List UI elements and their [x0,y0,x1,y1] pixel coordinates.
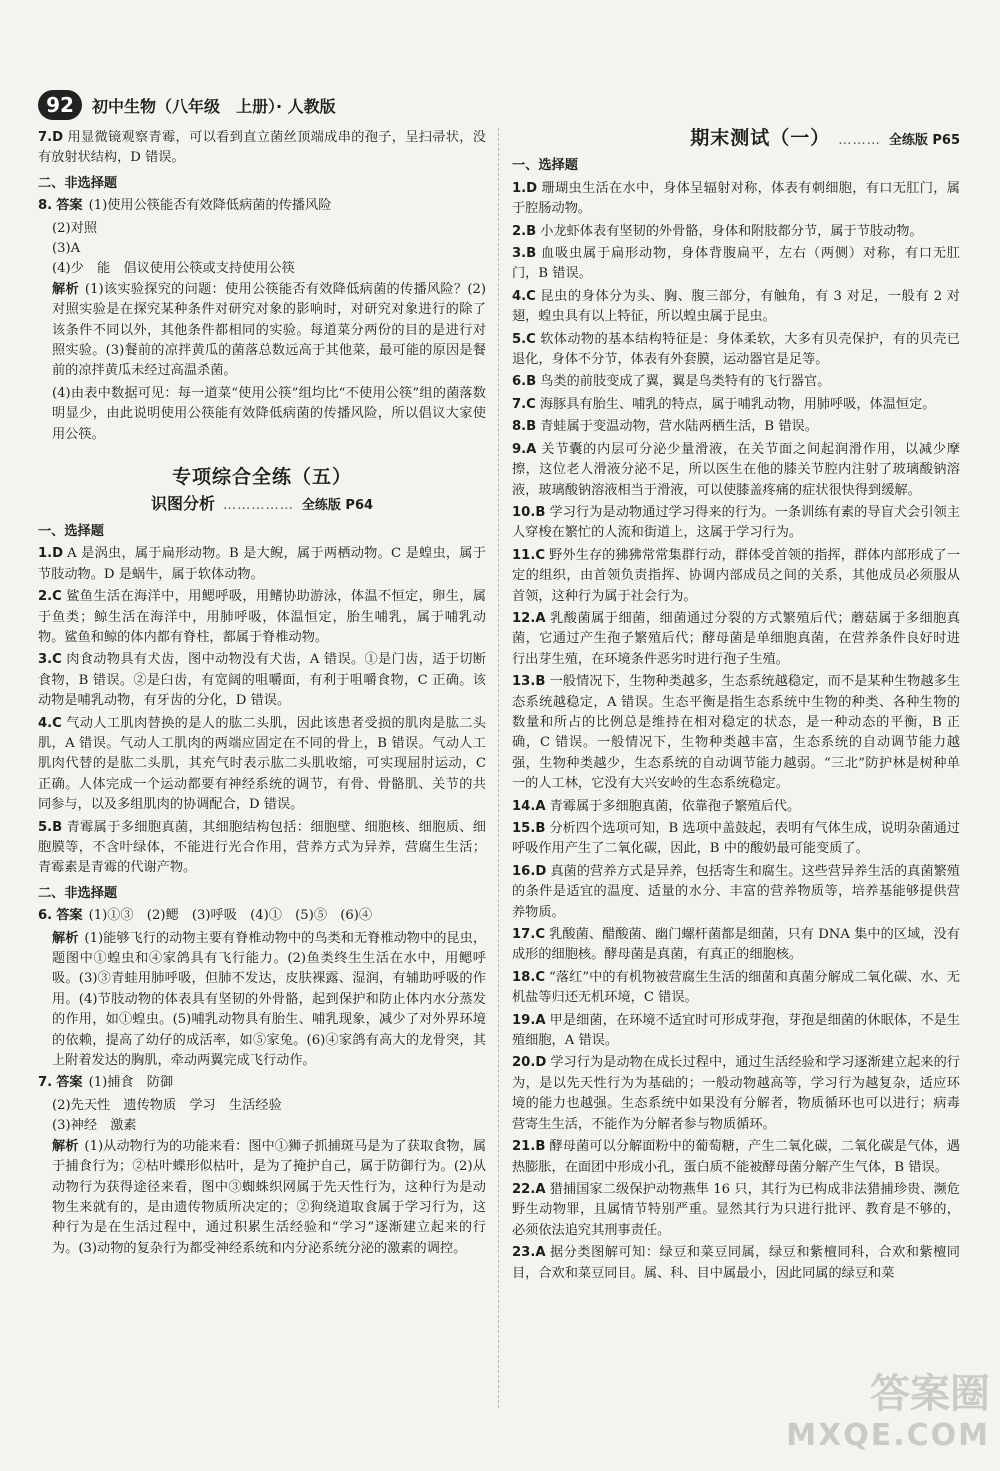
choice-4: 4.C 气动人工肌肉替换的是人的肱二头肌，因此该患者受损的肌肉是肱二头肌，A 错误。气动人工肌肉的两端应固定在不同的骨上，B 错误。气动人工肌肉代替的是肱二头肌，其充气时表示肱二头肌收缩，可实现屈肘运动，C 正确。人体完成一个运动都要有神经系统的调节，有骨、骨骼肌、关节的共同参与，以及多组肌肉的协调配合，D 错误。 [38,715,486,813]
section-heading: 二、非选择题 [38,885,118,901]
choice-3: 3.C 肉食动物具有犬齿，图中动物没有犬齿，A 错误。①是门齿，适于切断食物，B 错误。②是臼齿，有宽阔的咀嚼面，有利于咀嚼食物，C 正确。该动物是哺乳动物，有牙齿的分化，D 错误。 [38,652,486,709]
section-heading: 一、选择题 [512,158,578,174]
item-number: 4.C [512,288,536,304]
item-text: 野外生存的狒狒常常集群行动，群体受首领的指挥，群体内部形成了一定的组织，由首领负责指挥、协调内部成员之间的关系，其他成员必须服从首领，这种行为属于社会行为。 [512,547,960,604]
answer-line: (3)A [52,241,81,257]
item-text: 乳酸菌、醋酸菌、幽门螺杆菌都是细菌，只有 DNA 集中的区域，没有成形的细胞核。酵母菌是真菌，有真正的细胞核。 [512,927,960,963]
item-number: 2.B [512,223,537,239]
analysis: 解析 (1)从动物行为的功能来看：图中①狮子抓捕斑马是为了获取食物，属于捕食行为；②枯叶蝶形似枯叶，是为了掩护自己，属于防御行为。(2)从动物行为获得途径来看，图中③蜘蛛织网属于先天性行为，这种行为是动物生来就有的，是由遗传物质所决定的；②狗绕道取食属于学习行为，这种行为是在生活过程中，通过积累生活经验和“学习”逐渐建立起来的行为。(3)动物的复杂行为都受神经系统和内分泌系统分泌的激素的调控。 [52,1138,487,1256]
question-6: 6. 答案 (1)①③ (2)鳃 (3)呼吸 (4)① (5)⑤ (6)④ [38,908,373,924]
left-column [38,128,486,1261]
page-number: 92 [38,90,82,120]
item-text: 小龙虾体表有坚韧的外骨骼，身体和附肢都分节，属于节肢动物。 [540,223,923,239]
site-watermark [786,1373,990,1457]
column-divider [498,128,499,1408]
item-text: 青蛙属于变温动物，营水陆两栖生活，B 错误。 [540,419,818,435]
question-7: 7.D 用显微镜观察青霉，可以看到直立菌丝顶端成串的孢子，呈扫帚状，没有放射状结构，D 错误。 [38,130,486,166]
item-text: 乳酸菌属于细菌，细菌通过分裂的方式繁殖后代；蘑菇属于多细胞真菌，它通过产生孢子繁殖后代；酵母菌是单细胞真菌，在营养条件良好时进行出芽生殖，在环境条件恶劣时进行孢子生殖。 [512,610,960,667]
answer-item [512,1137,960,1178]
analysis: (4)由表中数据可见：每一道菜“使用公筷”组均比“不使用公筷”组的菌落数明显少，由此说明使用公筷能有效降低病菌的传播风险，所以倡议大家使用公筷。 [52,385,486,442]
item-number: 9.A [512,441,537,457]
final-test-title: 期末测试（一） [690,127,831,149]
item-number: 18.C [512,969,546,985]
answer-item [512,417,960,437]
answer-item [512,1180,960,1241]
item-text: 鸟类的前肢变成了翼，翼是鸟类特有的飞行器官。 [540,374,831,390]
answer-item [512,503,960,544]
analysis: 解析 (1)该实验探究的问题：使用公筷能否有效降低病菌的传播风险？(2)对照实验是在探究某种条件对研究对象的影响时，对研究对象进行的除了该条件不同以外，其他条件都相同的实验。每道菜分两份的目的是进行对照实验。(3)餐前的凉拌黄瓜的菌落总数远高于其他菜，最可能的原因是餐前的凉拌黄瓜未经过高温杀菌。 [52,281,486,379]
item-text: 据分类图解可知：绿豆和菜豆同属，绿豆和紫檀同科，合欢和紫檀同目，合欢和菜豆同目。属、科、目中属最小，因此同属的绿豆和菜 [512,1245,960,1281]
answer-item [512,1053,960,1135]
question-7b: 7. 答案 (1)捕食 防御 [38,1075,174,1091]
special-practice-title: 专项综合全练（五） [171,466,352,489]
item-text: 分析四个选项可知，B 选项中盖鼓起，表明有气体生成，说明杂菌通过呼吸作用产生了二氧化碳，因此，B 中的酸奶最可能变质了。 [512,821,960,857]
choice-2: 2.C 鲨鱼生活在海洋中，用鳃呼吸，用鳍协助游泳，体温不恒定，卵生，属于鱼类；鲸生活在海洋中，用肺呼吸，体温恒定，胎生哺乳，属于哺乳动物。鲨鱼和鲸的体内都有脊柱，都属于脊椎动物。 [38,589,486,645]
item-number: 19.A [512,1012,546,1028]
page-reference: 全练版 P64 [301,497,374,513]
answer-item [512,1243,960,1284]
item-number: 20.D [512,1055,547,1071]
leader-dots: ……… [838,133,881,148]
answer-item [512,287,960,328]
item-number: 14.A [512,798,546,814]
item-number: 5.C [512,331,536,347]
answer-line: (2)对照 [52,220,98,236]
item-text: 海豚具有胎生、哺乳的特点，属于哺乳动物，用肺呼吸，体温恒定。 [539,396,936,412]
answer-item [512,330,960,371]
item-number: 10.B [512,504,546,520]
answer-item [512,862,960,923]
item-text: 学习行为是动物在成长过程中，通过生活经验和学习逐渐建立起来的行为，是以先天性行为为基础的；一般动物越高等，学习行为越复杂，适应环境的能力也越强。生态系统中如果没有分解者，物质循环也可以进行；病毒营寄生生活，不能作为分解者参与物质循环。 [512,1055,960,1132]
answer-item [512,819,960,860]
item-number: 8.B [512,419,537,435]
answer-item [512,546,960,607]
item-number: 11.C [512,547,546,563]
item-number: 22.A [512,1181,546,1197]
answer-item [512,222,960,242]
subtitle: 识图分析 [150,493,215,513]
item-text: 血吸虫属于扁形动物，身体背腹扁平，左右（两侧）对称，有口无肛门，B 错误。 [512,246,960,282]
item-number: 3.B [512,246,537,262]
item-number: 21.B [512,1139,546,1155]
choice-1: 1.D A 是涡虫，属于扁形动物。B 是大鲵，属于两栖动物。C 是蝗虫，属于节肢动物。D 是蜗牛，属于软体动物。 [38,546,486,582]
item-number: 23.A [512,1245,546,1261]
answer-line: (3)神经 激素 [52,1118,137,1134]
item-text: 珊瑚虫生活在水中，身体呈辐射对称，体表有刺细胞，有口无肛门，属于腔肠动物。 [512,180,960,217]
answer-list [512,179,960,1284]
answer-item [512,1011,960,1052]
answer-item [512,968,960,1009]
answer-item [512,440,960,501]
right-column [512,128,960,1286]
item-number: 1.D [512,180,538,196]
final-test-header [512,128,960,151]
answer-item [512,179,960,220]
item-number: 7.C [512,396,536,412]
answer-item [512,372,960,392]
item-number: 16.D [512,863,547,879]
page-header [38,90,336,120]
answer-item [512,797,960,817]
answer-line: (4)少 能 倡议使用公筷或支持使用公筷 [52,261,295,277]
item-text: 一般情况下，生物种类越多，生态系统越稳定，而不是某种生物越多生态系统越稳定，A 错误。生态平衡是指生态系统中生物的种类、各种生物的数量和所占的比例总是维持在相对稳定的状态，是一种动态的平衡，B 正确，C 错误。一般情况下，生物种类越丰富，生态系统的自动调节能力越强，生物种类越少，生态系统的自动调节能力越弱。“三北”防护林是树种单一的人工林，它没有大兴安岭的生态系统稳定。 [512,674,960,792]
book-title: 初中生物（八年级 上册）· 人教版 [92,96,336,116]
item-number: 13.B [512,674,546,690]
answer-item [512,609,960,670]
answer-item [512,925,960,966]
answer-item [512,395,960,415]
watermark-url: MXQE.COM [786,1418,990,1453]
watermark-logo-text: 答案圈 [870,1371,990,1417]
item-text: 昆虫的身体分为头、胸、腹三部分，有触角，有 3 对足，一般有 2 对翅，蝗虫具有以上特征，所以蝗虫属于昆虫。 [512,288,960,325]
item-number: 12.A [512,610,546,626]
section-heading: 一、选择题 [38,523,104,539]
section-heading: 二、非选择题 [38,175,118,191]
item-text: 软体动物的基本结构特征是：身体柔软，大多有贝壳保护，有的贝壳已退化，身体不分节，体表有外套膜，运动器官是足等。 [512,331,960,368]
item-number: 17.C [512,927,546,943]
item-number: 15.B [512,821,546,836]
answer-item [512,672,960,794]
analysis: 解析 (1)能够飞行的动物主要有脊椎动物中的鸟类和无脊椎动物中的昆虫，题图中①蝗虫和④家鸽具有飞行能力。(2)鱼类终生生活在水中，用鳃呼吸。(3)③青蛙用肺呼吸，但肺不发达，皮肤裸露、湿润，有辅助呼吸的作用。(4)节肢动物的体表具有坚韧的外骨骼，起到保护和防止体内水分蒸发的作用，如①蝗虫。(5)哺乳动物具有胎生、哺乳现象，减少了对外界环境的依赖，提高了幼仔的成活率，如⑤家兔。(6)④家鸽有高大的龙骨突，其上附着发达的胸肌，牵动两翼完成飞行动作。 [52,930,487,1069]
choice-5: 5.B 青霉属于多细胞真菌，其细胞结构包括：细胞壁、细胞核、细胞质、细胞膜等，不含叶绿体，不能进行光合作用，营养方式为异养，营腐生生活；青霉素是青霉的代谢产物。 [38,819,486,876]
question-8: 8. 答案 (1)使用公筷能否有效降低病菌的传播风险 [38,198,332,214]
item-text: 猎捕国家二级保护动物燕隼 16 只，其行为已构成非法猎捕珍贵、濒危野生动物罪，且属情节特别严重。显然其行为只进行批评、教育是不够的，必须依法追究其刑事责任。 [512,1181,960,1238]
subtitle-row [38,494,486,516]
leader-dots: …………… [222,497,294,513]
page-reference: 全练版 P65 [888,133,960,148]
answer-line: (2)先天性 遗传物质 学习 生活经验 [52,1097,282,1113]
item-text: “落红”中的有机物被营腐生生活的细菌和真菌分解成二氧化碳、水、无机盐等归还无机环境，C 错误。 [512,969,960,1006]
item-text: 甲是细菌，在环境不适宜时可形成芽孢，芽孢是细菌的休眠体，不是生殖细胞，A 错误。 [512,1012,960,1049]
answer-item [512,244,960,285]
item-text: 酵母菌可以分解面粉中的葡萄糖，产生二氧化碳，二氧化碳是气体，遇热膨胀，在面团中形成小孔，蛋白质不能被酵母菌分解产生气体，B 错误。 [512,1139,960,1175]
item-text: 学习行为是动物通过学习得来的行为。一条训练有素的导盲犬会引领主人穿梭在繁忙的人流和街道上，这属于学习行为。 [512,504,960,541]
item-text: 真菌的营养方式是异养，包括寄生和腐生。这些营异养生活的真菌繁殖的条件是适宜的温度、适量的水分、丰富的营养物质等，培养基能够提供营养物质。 [512,863,960,920]
item-text: 青霉属于多细胞真菌，依靠孢子繁殖后代。 [549,798,801,814]
item-number: 6.B [512,374,537,390]
item-text: 关节囊的内层可分泌少量滑液，在关节面之间起润滑作用，以减少摩擦，这位老人滑液分泌不足，所以医生在他的膝关节腔内注射了玻璃酸钠溶液，玻璃酸钠溶液相当于滑液，可以使膝盖疼痛的症状很快得到缓解。 [512,441,960,498]
